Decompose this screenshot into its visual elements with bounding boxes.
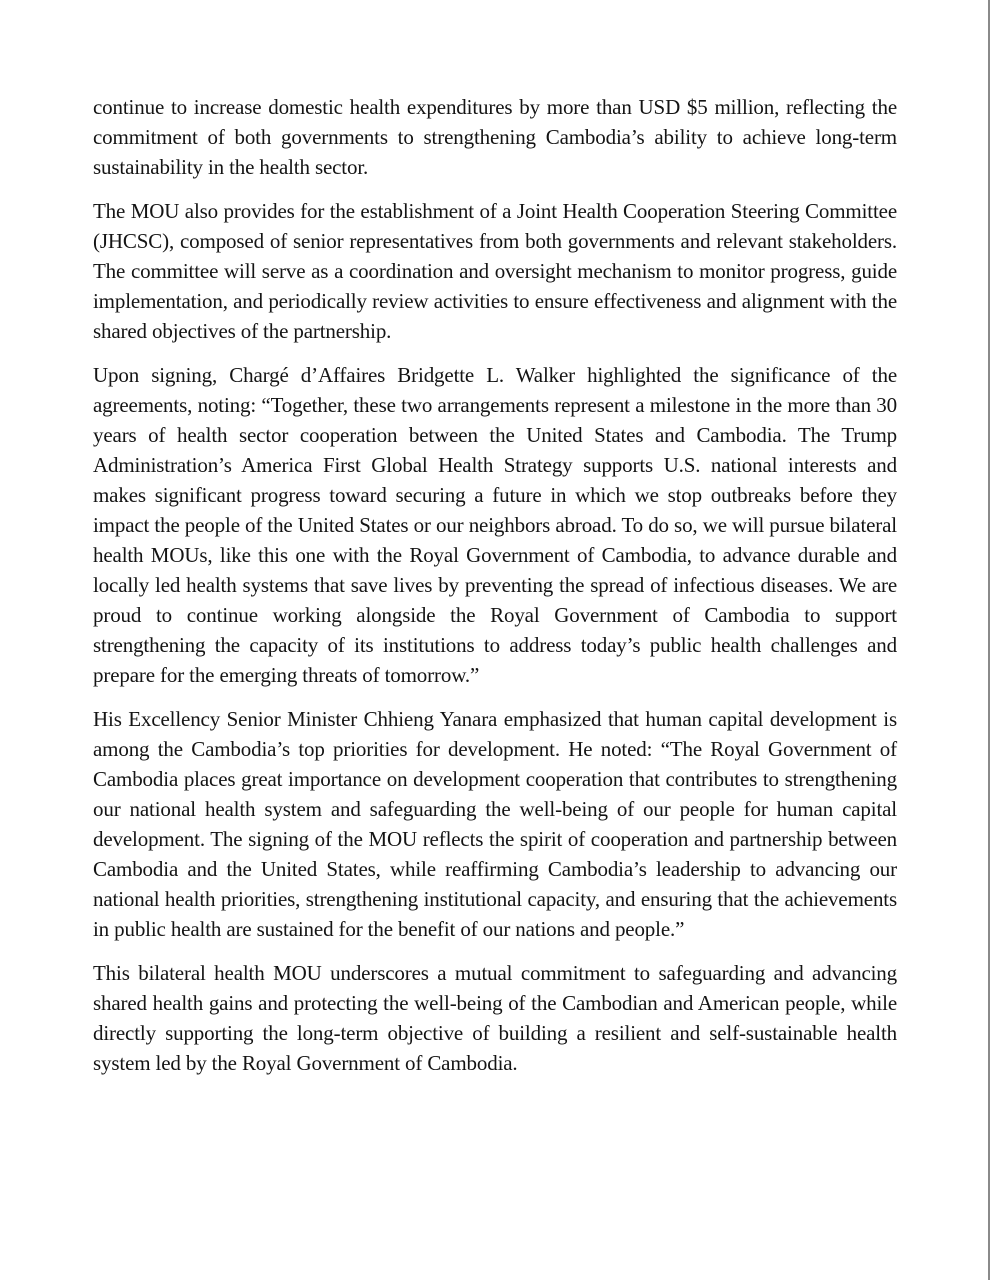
document-body [93, 92, 897, 1092]
paragraph-domestic-expenditures: continue to increase domestic health expenditures by more than USD $5 million, reflecting the commitment of both governments to strengthening Cambodia’s ability to achieve long-term sustainability in the health sector. [93, 95, 897, 179]
paragraph-yanara-quote: His Excellency Senior Minister Chhieng Yanara emphasized that human capital development is among the Cambodia’s top priorities for development. He noted: “The Royal Government of Cambodia places great importance on development cooperation that contributes to strengthening our national health system and safeguarding the well-being of our people for human capital development. The signing of the MOU reflects the spirit of cooperation and partnership between Cambodia and the United States, while reaffirming Cambodia’s leadership to advancing our national health priorities, strengthening institutional capacity, and ensuring that the achievements in public health are sustained for the benefit of our nations and people.” [93, 707, 897, 941]
paragraph-closing: This bilateral health MOU underscores a mutual commitment to safeguarding and advancing shared health gains and protecting the well-being of the Cambodian and American people, while directly supporting the long-term objective of building a resilient and self-sustainable health system led by the Royal Government of Cambodia. [93, 961, 897, 1075]
paragraph-walker-quote: Upon signing, Chargé d’Affaires Bridgette L. Walker highlighted the significance of the agreements, noting: “Together, these two arrangements represent a milestone in the more than 30 years of health sector cooperation between the United States and Cambodia. The Trump Administration’s America First Global Health Strategy supports U.S. national interests and makes significant progress toward securing a future in which we stop outbreaks before they impact the people of the United States or our neighbors abroad. To do so, we will pursue bilateral health MOUs, like this one with the Royal Government of Cambodia, to advance durable and locally led health systems that save lives by preventing the spread of infectious diseases. We are proud to continue working alongside the Royal Government of Cambodia to support strengthening the capacity of its institutions to address today’s public health challenges and prepare for the emerging threats of tomorrow.” [93, 363, 897, 687]
paragraph-steering-committee: The MOU also provides for the establishment of a Joint Health Cooperation Steering Committee (JHCSC), composed of senior representatives from both governments and relevant stakeholders. The committee will serve as a coordination and oversight mechanism to monitor progress, guide implementation, and periodically review activities to ensure effectiveness and alignment with the shared objectives of the partnership. [93, 199, 897, 343]
